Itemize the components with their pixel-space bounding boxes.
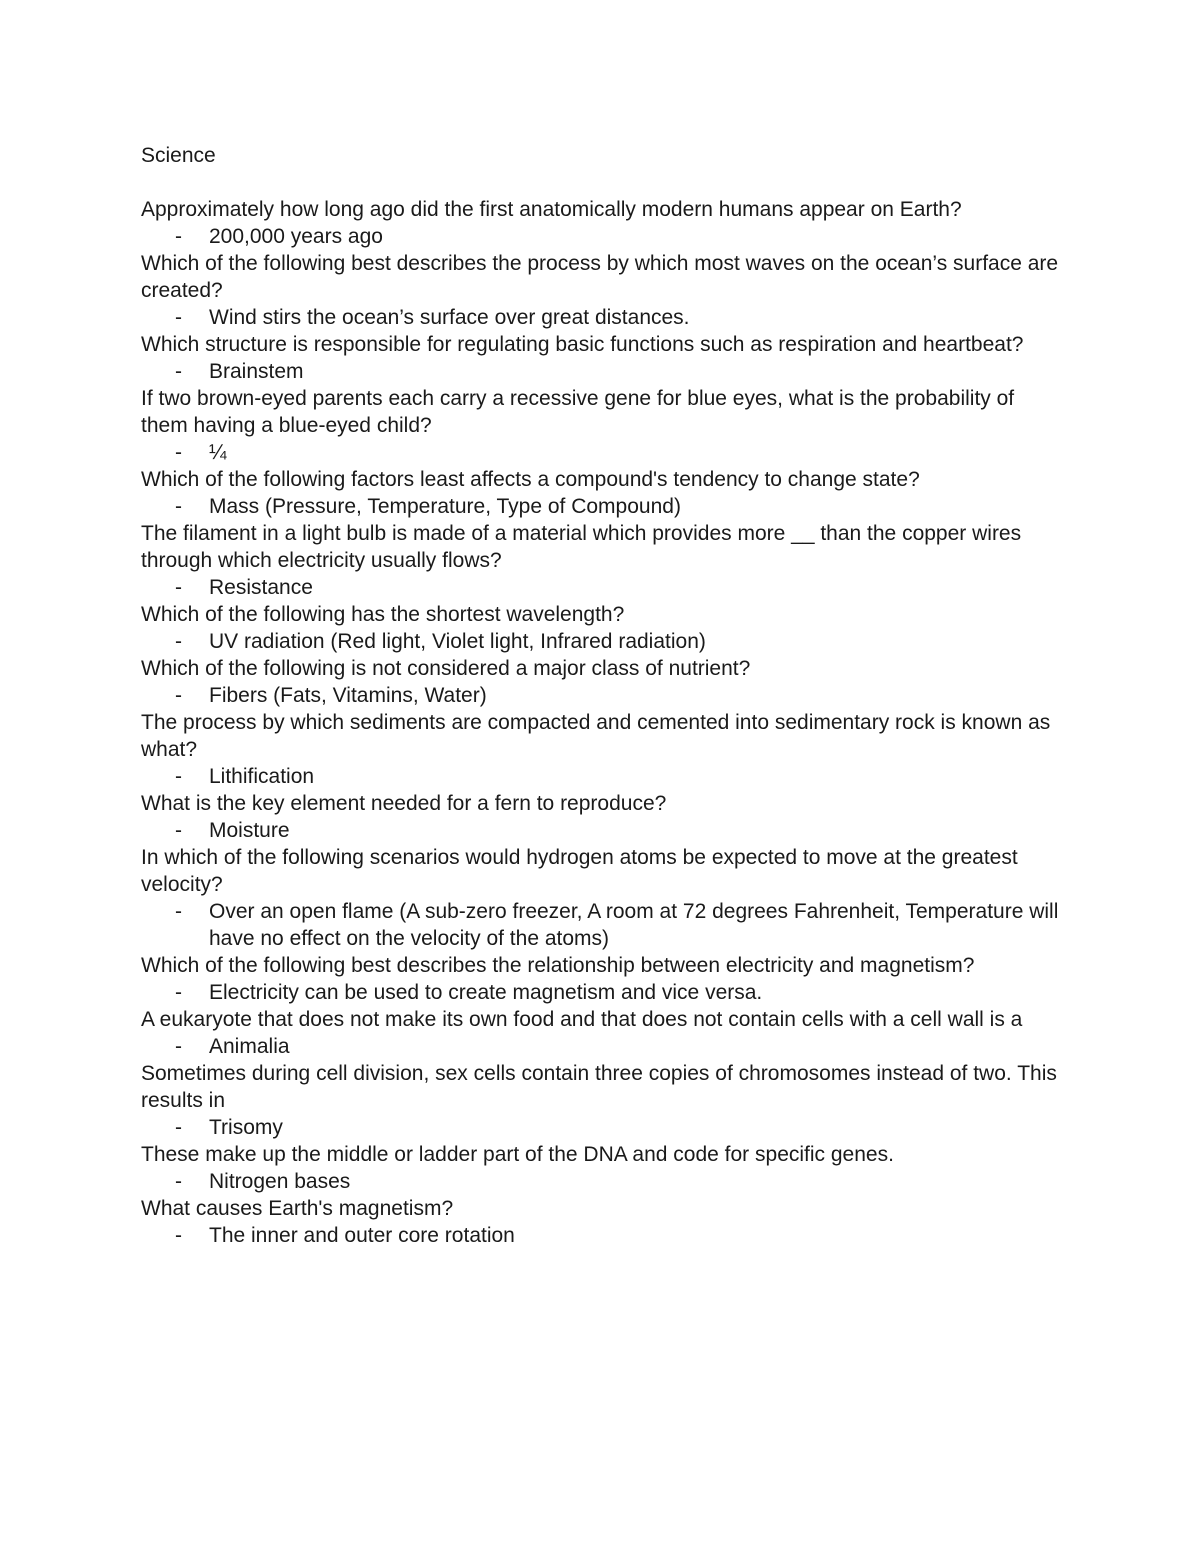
question-text: The process by which sediments are compacted and cemented into sedimentary rock is known as what? (141, 711, 1051, 761)
answer-item (141, 979, 1061, 1006)
question-text: Approximately how long ago did the first anatomically modern humans appear on Earth? (141, 198, 962, 221)
question-text: The filament in a light bulb is made of a material which provides more __ than the copper wires through which electricity usually flows? (141, 522, 1022, 572)
answer-item (141, 304, 1061, 331)
answer-text: Fibers (Fats, Vitamins, Water) (209, 684, 487, 707)
question-text: Which of the following best describes the process by which most waves on the ocean’s surface are created? (141, 252, 1059, 302)
question-text: Sometimes during cell division, sex cells contain three copies of chromosomes instead of two. This results in (141, 1062, 1057, 1112)
bullet-dash: - (175, 765, 182, 788)
answer-item (141, 223, 1061, 250)
question-text: Which of the following best describes the relationship between electricity and magnetism? (141, 954, 975, 977)
document-content (141, 142, 1061, 1249)
answer-item (141, 817, 1061, 844)
answer-text: The inner and outer core rotation (209, 1224, 515, 1247)
answer-text: Over an open flame (A sub-zero freezer, A room at 72 degrees Fahrenheit, Temperature will have no effect on the velocity of the atoms) (209, 900, 1059, 950)
answer-text: Resistance (209, 576, 313, 599)
answer-text: Lithification (209, 765, 315, 788)
bullet-dash: - (175, 1224, 182, 1247)
answer-text: 200,000 years ago (209, 225, 383, 248)
question-text: Which structure is responsible for regulating basic functions such as respiration and heartbeat? (141, 333, 1024, 356)
answer-item (141, 1114, 1061, 1141)
bullet-dash: - (175, 819, 182, 842)
bullet-dash: - (175, 630, 182, 653)
bullet-dash: - (175, 684, 182, 707)
bullet-dash: - (175, 495, 182, 518)
answer-text: ¼ (209, 441, 227, 464)
qa-list (141, 196, 1061, 1249)
question-text: A eukaryote that does not make its own food and that does not contain cells with a cell wall is a (141, 1008, 1023, 1031)
answer-item (141, 628, 1061, 655)
answer-item (141, 493, 1061, 520)
question-text: If two brown-eyed parents each carry a recessive gene for blue eyes, what is the probability of them having a blue-eyed child? (141, 387, 1015, 437)
question-text: What is the key element needed for a fern to reproduce? (141, 792, 667, 815)
answer-text: Animalia (209, 1035, 290, 1058)
answer-item (141, 1033, 1061, 1060)
bullet-dash: - (175, 576, 182, 599)
answer-text: Moisture (209, 819, 290, 842)
document-title: Science (141, 144, 216, 167)
answer-item (141, 763, 1061, 790)
answer-item (141, 358, 1061, 385)
question-text: Which of the following has the shortest wavelength? (141, 603, 625, 626)
question-text: What causes Earth's magnetism? (141, 1197, 454, 1220)
bullet-dash: - (175, 1170, 182, 1193)
bullet-dash: - (175, 981, 182, 1004)
bullet-dash: - (175, 306, 182, 329)
answer-text: Mass (Pressure, Temperature, Type of Compound) (209, 495, 681, 518)
question-text: These make up the middle or ladder part of the DNA and code for specific genes. (141, 1143, 894, 1166)
bullet-dash: - (175, 900, 182, 923)
bullet-dash: - (175, 1035, 182, 1058)
bullet-dash: - (175, 1116, 182, 1139)
answer-item (141, 574, 1061, 601)
answer-text: Brainstem (209, 360, 304, 383)
answer-item (141, 1168, 1061, 1195)
question-text: Which of the following factors least affects a compound's tendency to change state? (141, 468, 920, 491)
answer-item (141, 439, 1061, 466)
answer-text: Trisomy (209, 1116, 283, 1139)
question-text: Which of the following is not considered a major class of nutrient? (141, 657, 751, 680)
answer-item (141, 682, 1061, 709)
bullet-dash: - (175, 360, 182, 383)
bullet-dash: - (175, 225, 182, 248)
answer-item (141, 898, 1061, 952)
question-text: In which of the following scenarios would hydrogen atoms be expected to move at the greatest velocity? (141, 846, 1018, 896)
answer-text: UV radiation (Red light, Violet light, Infrared radiation) (209, 630, 706, 653)
answer-item (141, 1222, 1061, 1249)
answer-text: Nitrogen bases (209, 1170, 351, 1193)
answer-text: Electricity can be used to create magnetism and vice versa. (209, 981, 763, 1004)
answer-text: Wind stirs the ocean’s surface over great distances. (209, 306, 690, 329)
bullet-dash: - (175, 441, 182, 464)
